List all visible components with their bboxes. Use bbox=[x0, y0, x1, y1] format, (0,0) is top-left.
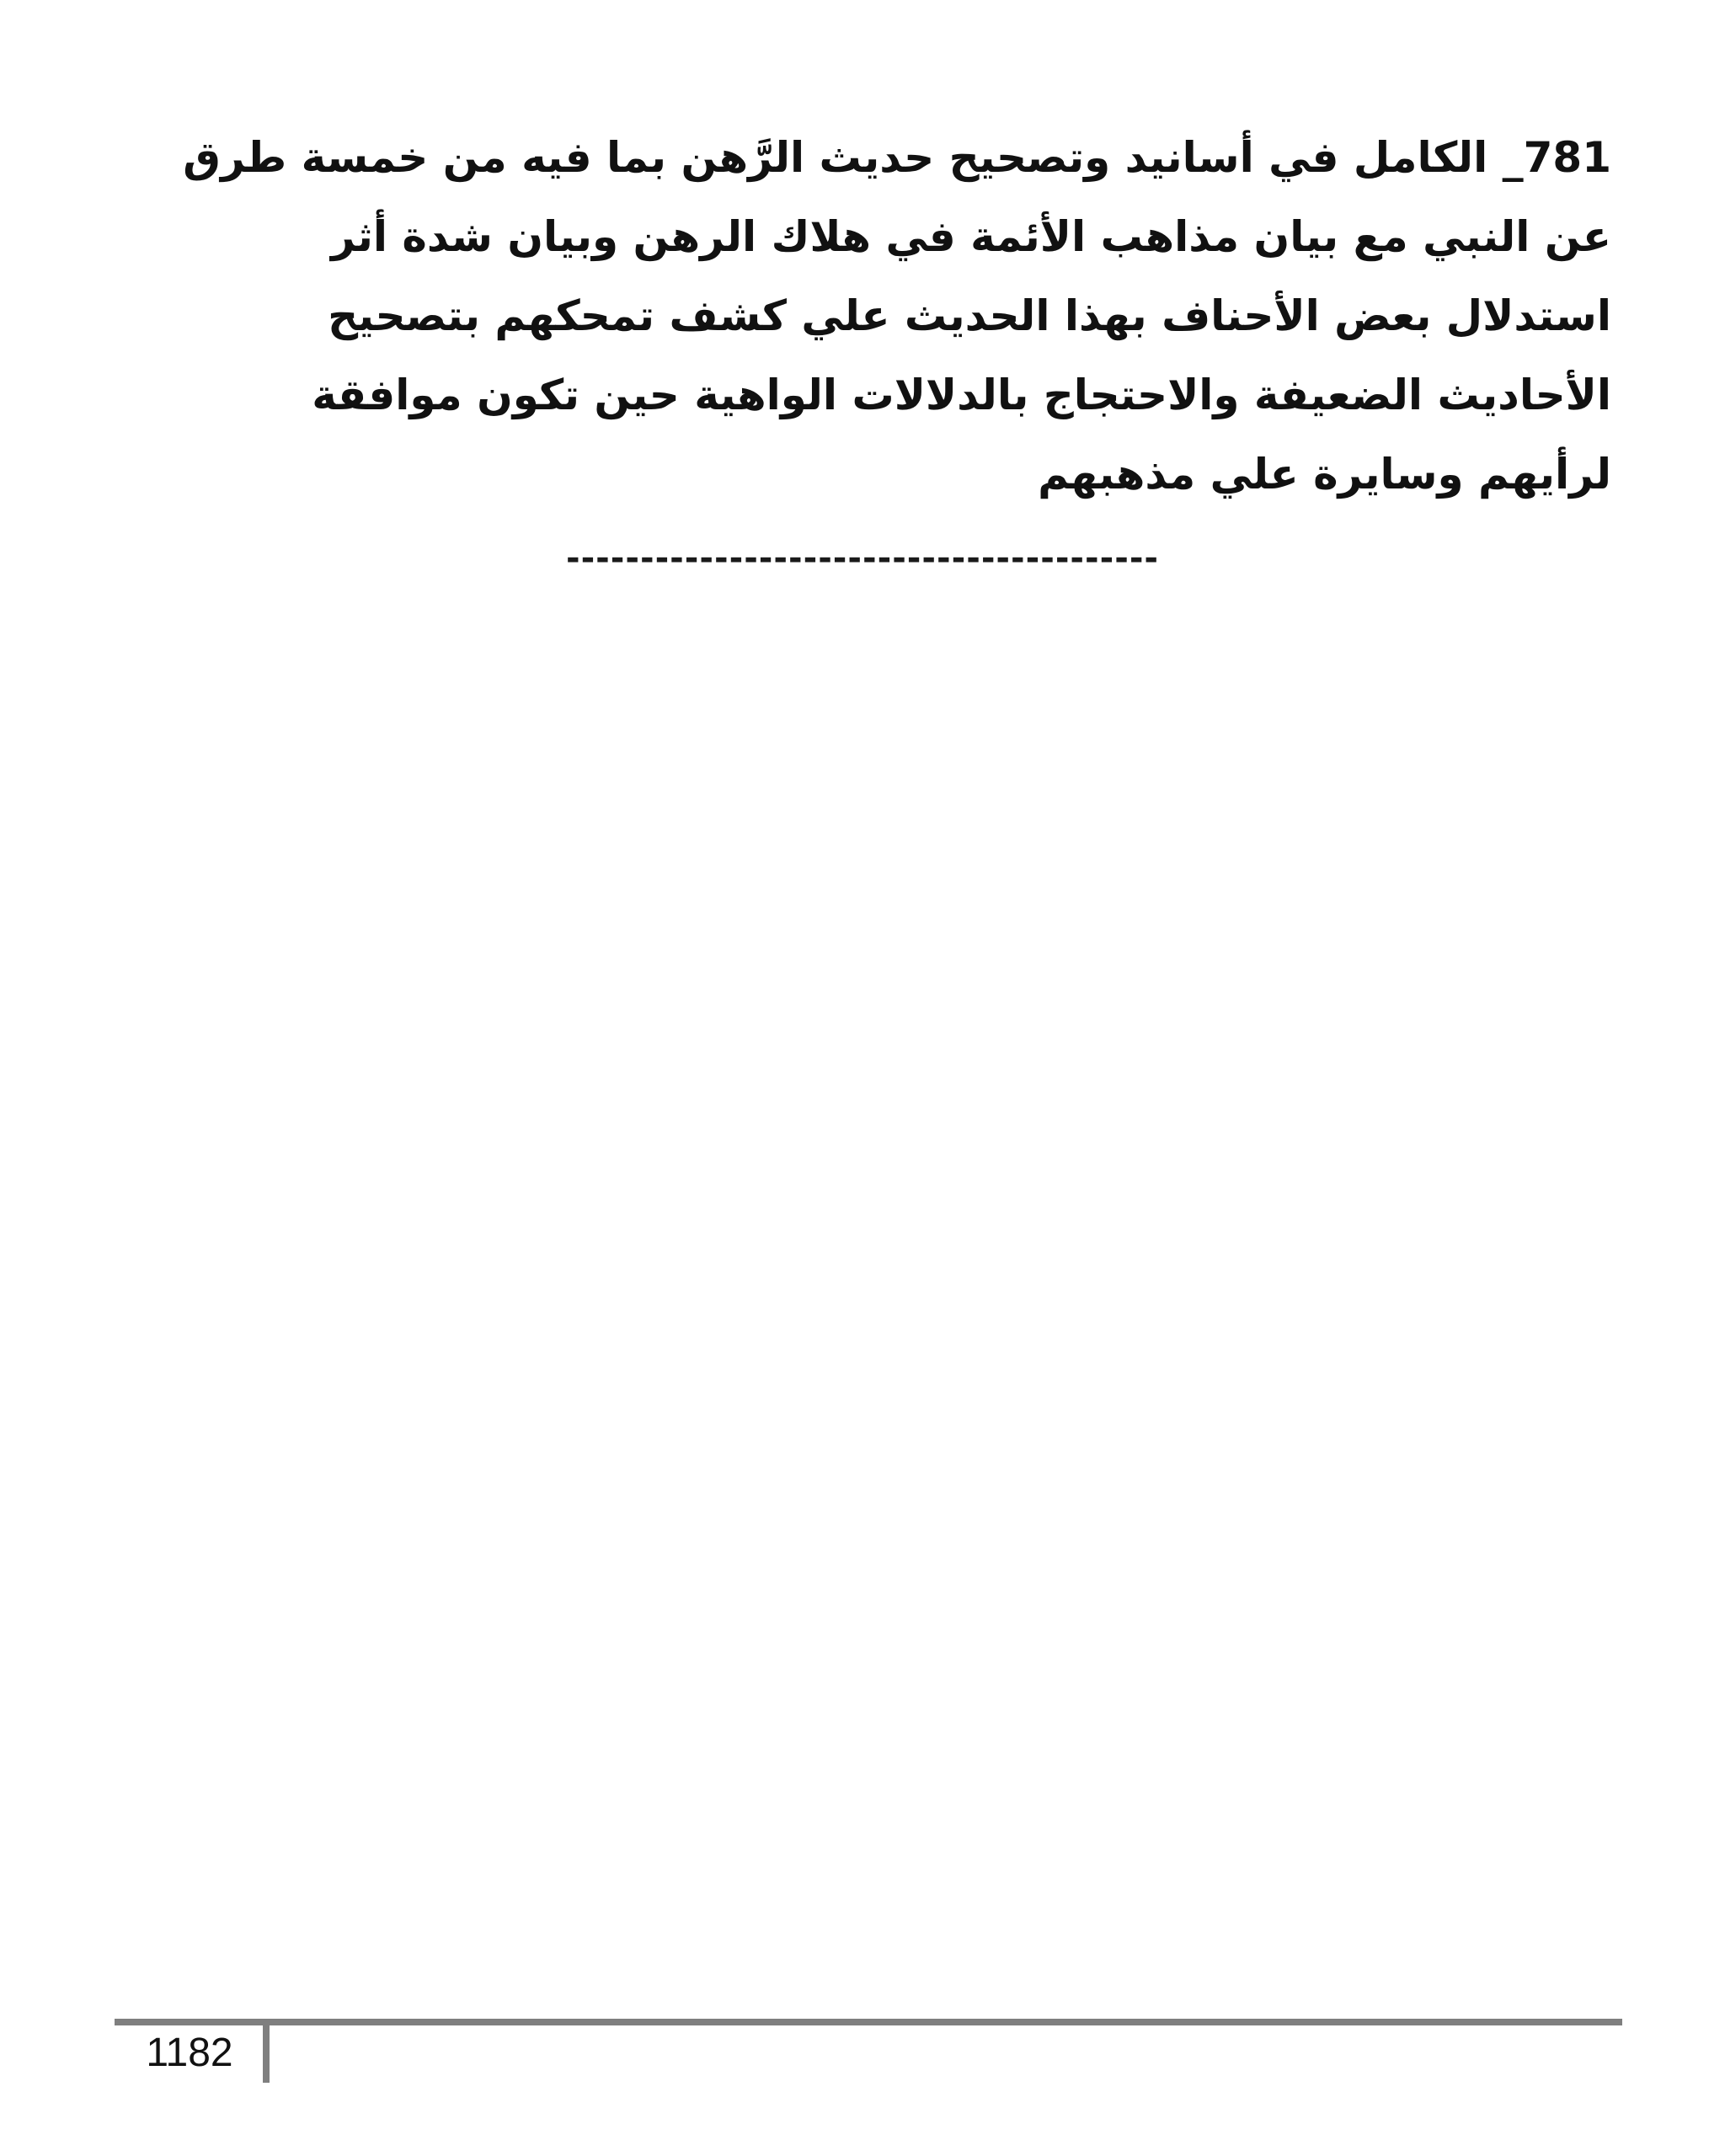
entry-title: 781_ الكامل في أسانيد وتصحيح حديث الرَّهن بما فيه من خمسة طرق عن النبي مع بيان مذاهب الأئمة في هلاك الرهن وبيان شدة أثر استدلال بعض الأحناف بهذا الحديث علي كشف تمحكهم بتصحيح الأحاديث الضعيفة والاحتجاج بالدلالات الواهية حين تكون موافقة لرأيهم وسايرة علي مذهبهم bbox=[183, 133, 1611, 499]
footer-rule bbox=[115, 2019, 1622, 2025]
page-number: 1182 bbox=[146, 2031, 233, 2075]
section-separator: ---------------------------------------- bbox=[565, 539, 1160, 578]
footer-divider-tick bbox=[263, 2025, 270, 2083]
